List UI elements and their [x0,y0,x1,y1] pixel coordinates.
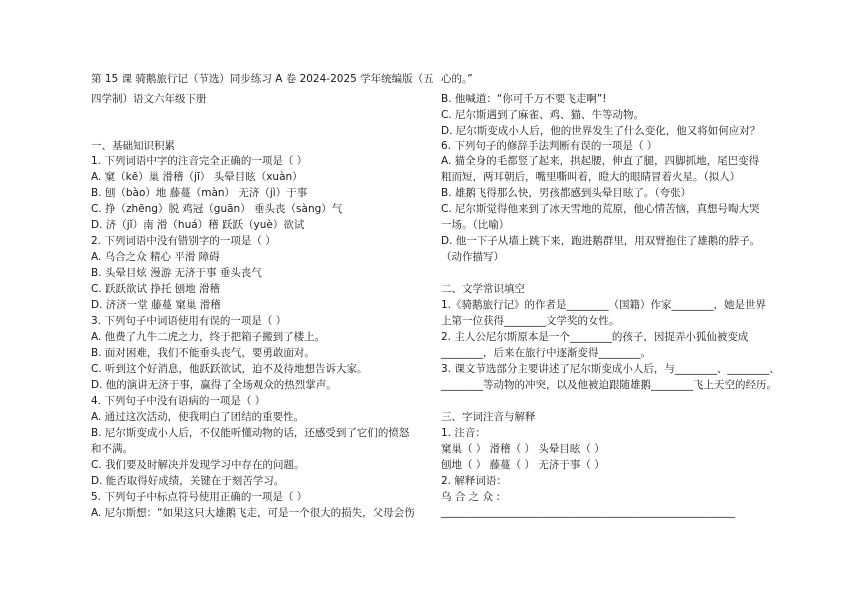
explain-answer-line: ________________________________________________________ [441,506,735,518]
q2-option-a: A. 乌合之众 精心 平滑 障碍 [91,251,220,263]
q1-option-a: A. 窠（kē）巢 滑稽（jī） 头晕目眩（xuàn） [91,171,303,183]
q3-option-d: D. 他的演讲无济于事，赢得了全场观众的热烈掌声。 [91,379,337,391]
q2-option-b: B. 头晕目炫 漫游 无济于事 垂头丧气 [91,267,262,279]
q5-stem: 5. 下列句子中标点符号使用正确的一项是（ ） [91,491,308,503]
q6-option-b: B. 雄鹅飞得那么快，男孩都感到头晕目眩了。（夸张） [441,187,692,199]
q5-option-d: D. 尼尔斯变成小人后，他的世界发生了什么变化，他又将如何应对？ [441,125,761,137]
q1-option-c: C. 挣（zhēng）脱 鸡冠（guān） 垂头丧（sàng）气 [91,203,343,215]
q5-option-c: C. 尼尔斯遇到了麻雀、鸡、猫、牛等动物。 [441,109,645,121]
fill-q1-line-1: 1.《骑鹅旅行记》的作者是________（国籍）作家________，她是世界 [441,299,767,311]
q4-stem: 4. 下列句子中没有语病的一项是（ ） [91,395,266,407]
q4-option-b-cont: 和不满。 [91,443,133,455]
q6-option-c: C. 尼尔斯觉得他来到了冰天雪地的荒原，他心情苦恼，真想号啕大哭 [441,203,760,215]
q4-option-c: C. 我们要及时解决并发现学习中存在的问题。 [91,459,305,471]
q6-option-a-cont: 粗而短，两耳朝后，嘴里嘶叫着，瞪大的眼睛冒着火星。（拟人） [441,171,741,183]
pinyin-row-2: 刨地（ ） 藤蔓（ ） 无济于事（ ） [441,459,605,471]
section-1-heading: 一、基础知识积累 [91,140,175,152]
q6-option-d: D. 他一下子从墙上跳下来，跑进鹅群里，用双臂抱住了雄鹅的脖子。 [441,235,761,247]
q6-option-d-cont: （动作描写） [441,251,504,263]
q4-option-d: D. 能否取得好成绩，关键在于刻苦学习。 [91,475,285,487]
q5-option-a: A. 尼尔斯想：“如果这只大雄鹅飞走，可是一个很大的损失，父母会伤 [91,507,415,519]
section-2-heading: 二、文学常识填空 [441,283,525,295]
explain-word-1: 乌 合 之 众 : [441,491,500,503]
q6-option-c-cont: 一场。（比喻） [441,219,510,231]
fill-q3-line-2: ________等动物的冲突，以及他被迫跟随雄鹅________飞上天空的经历。 [441,379,777,391]
q3-stem: 3. 下列句子中词语使用有误的一项是（ ） [91,315,287,327]
fill-q1-line-2: 上第一位获得________文学奖的女性。 [441,315,620,327]
q1-option-d: D. 济（jǐ）南 滑（huá）稽 跃跃（yuè）欲试 [91,219,305,231]
section-3-heading: 三、字词注音与解释 [441,411,536,423]
q2-stem: 2. 下列词语中没有错别字的一项是（ ） [91,235,276,247]
fill-q2-line-1: 2. 主人公尼尔斯原本是一个________的孩子，因捉弄小狐仙被变成 [441,331,749,343]
pinyin-task-label: 1. 注音： [441,427,486,439]
q4-option-a: A. 通过这次活动，使我明白了团结的重要性。 [91,411,305,423]
pinyin-row-1: 窠巢（ ） 滑稽（ ） 头晕目眩（ ） [441,443,605,455]
fill-q2-line-2: ________，后来在旅行中逐渐变得________。 [441,347,651,359]
explain-task-label: 2. 解释词语： [441,475,507,487]
fill-q3-line-1: 3. 课文节选部分主要讲述了尼尔斯变成小人后，与________、________、 [441,363,780,375]
q1-stem: 1. 下列词语中字的注音完全正确的一项是（ ） [91,155,308,167]
q2-option-d: D. 济济一堂 藤蔓 窠巢 滑稽 [91,299,221,311]
q3-option-a: A. 他费了九牛二虎之力，终于把箱子搬到了楼上。 [91,331,326,343]
q4-option-b: B. 尼尔斯变成小人后，不仅能听懂动物的话，还感受到了它们的愤怒 [91,427,410,439]
q3-option-b: B. 面对困难，我们不能垂头丧气，要勇敢面对。 [91,347,315,359]
q5-option-a-cont: 心的。” [441,73,473,85]
q1-option-b: B. 刨（bào）地 藤蔓（màn） 无济（jì）于事 [91,187,308,199]
doc-title-line-1: 第 15 课 骑鹅旅行记（节选）同步练习 A 卷 2024-2025 学年统编版（五 [91,73,434,85]
q6-stem: 6. 下列句子的修辞手法判断有误的一项是（ ） [441,140,658,152]
doc-title-line-2: 四学制）语文六年级下册 [91,93,207,105]
q2-option-c: C. 跃跃欲试 挣托 刨地 滑稽 [91,283,221,295]
q6-option-a: A. 猫全身的毛都竖了起来，拱起腰，伸直了腿，四脚抓地，尾巴变得 [441,155,760,167]
q5-option-b: B. 他喊道：“你可千万不要飞走啊”! [441,93,607,105]
q3-option-c: C. 听到这个好消息，他跃跃欲试，迫不及待地想告诉大家。 [91,363,368,375]
